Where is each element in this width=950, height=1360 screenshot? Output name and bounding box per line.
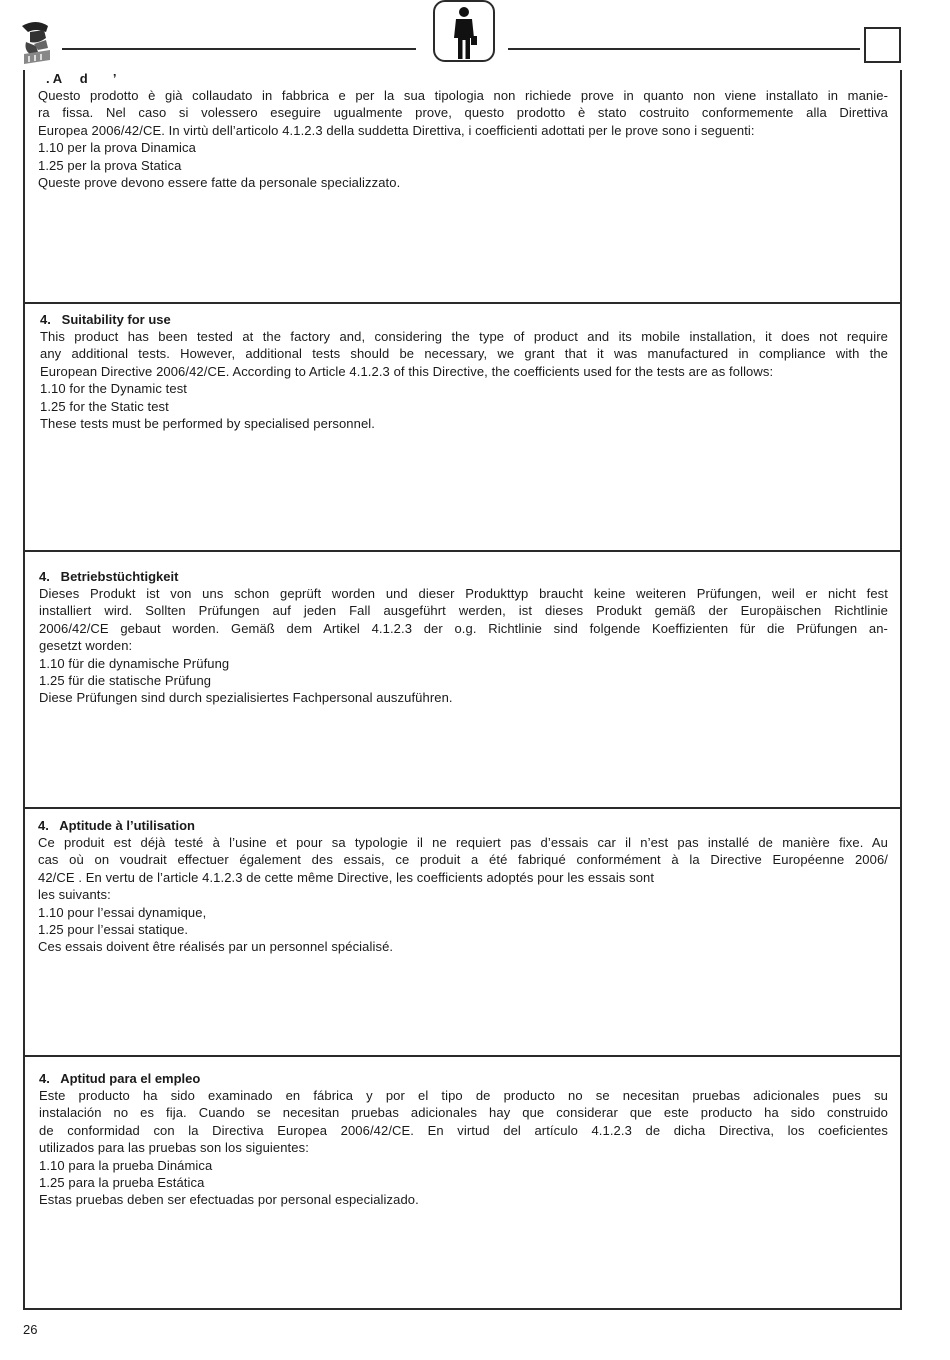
section-german [25, 550, 900, 807]
section-line: Diese Prüfungen sind durch spezialisiertes Fachpersonal auszuführen. [39, 690, 453, 706]
section-line: 1.25 for the Static test [40, 398, 169, 414]
section-line: gesetzt worden: [39, 638, 133, 654]
section-line: 1.25 pour l’essai statique. [38, 922, 189, 938]
section-line: This product has been tested at the factory and, considering the type of product and its mobile installation, it does not require [40, 329, 888, 344]
operator-person-icon [452, 6, 478, 60]
brand-logo-icon [16, 20, 58, 66]
section-line: ra fissa. Nel caso si volessero eseguire ugualmente prove, questo prodotto è stato costruito conformemente alla Direttiva [38, 105, 888, 121]
section-french [25, 807, 900, 1055]
section-line: any additional tests. However, additional tests should be necessary, we grant that it was manufactured in compliance with the [40, 346, 888, 362]
corner-box [864, 27, 901, 63]
section-line: 42/CE . En vertu de l’article 4.1.2.3 de cette même Directive, les coefficients adoptés pour les essais sont [38, 869, 655, 885]
section-line: Questo prodotto è già collaudato in fabbrica e per la sua tipologia non richiede prove in quanto non viene installato in manie- [38, 88, 888, 103]
section-line: Estas pruebas deben ser efectuadas por personal especializado. [39, 1192, 419, 1208]
header-rule-left [62, 48, 416, 50]
section-line: installiert wird. Sollten Prüfungen auf jeden Fall ausgeführt werden, ist dieses Produkt gemäß der Europäischen Richtlinie [39, 603, 888, 619]
page-header [0, 0, 950, 70]
section-line: 1.10 para la prueba Dinámica [39, 1157, 213, 1173]
section-line: utilizados para las pruebas son los siguientes: [39, 1140, 309, 1156]
section-title: 4. Suitability for use [40, 312, 171, 327]
header-rule-right [508, 48, 860, 50]
section-line: de conformidad con la Directiva Europea 2006/42/CE. En virtud del artículo 4.1.2.3 de dicha Directiva, los coeficientes [39, 1122, 888, 1138]
section-title: 4. Aptitude à l’utilisation [38, 818, 195, 833]
section-title: 4. Aptitud para el empleo [39, 1071, 201, 1086]
section-line: 1.10 for the Dynamic test [40, 381, 188, 397]
section-line: cas où on voudrait effectuer également des essais, ce produit a été fabriqué conformément à la Directive Européenne 2006/ [38, 852, 888, 868]
section-line: 1.25 für die statische Prüfung [39, 673, 212, 689]
section-line: 1.10 per la prova Dinamica [38, 140, 196, 156]
section-line: Dieses Produkt ist von uns schon geprüft worden und dieser Produkttyp braucht keine weiteren Prüfungen, weil er nicht fest [39, 586, 888, 601]
section-title: . A d ’ [46, 71, 117, 86]
section-line: les suivants: [38, 887, 111, 903]
content-frame [23, 70, 902, 1310]
section-line: Ces essais doivent être réalisés par un personnel spécialisé. [38, 939, 394, 955]
section-line: instalación no es fija. Cuando se necesitan pruebas adicionales hay que considerar que este producto ha sido construido [39, 1105, 888, 1121]
section-spanish [25, 1055, 900, 1308]
section-line: 1.25 per la prova Statica [38, 157, 182, 173]
section-english [25, 302, 900, 550]
section-line: 1.25 para la prueba Estática [39, 1175, 205, 1191]
section-line: European Directive 2006/42/CE. According to Article 4.1.2.3 of this Directive, the coefficients used for the tests are as follows: [40, 363, 774, 379]
section-line: Ce produit est déjà testé à l’usine et pour sa typologie il ne requiert pas d’essais car il n’est pas installé de manière fixe. Au [38, 835, 888, 850]
section-line: These tests must be performed by specialised personnel. [40, 416, 375, 432]
section-italian [25, 70, 900, 302]
section-title: 4. Betriebstüchtigkeit [39, 569, 179, 584]
operator-badge [433, 0, 495, 62]
page-number: 26 [23, 1322, 38, 1337]
section-line: 2006/42/CE gebaut worden. Gemäß dem Artikel 4.1.2.3 der o.g. Richtlinie sind folgende Koeffizienten für die Prüfungen an- [39, 620, 888, 636]
section-line: Europea 2006/42/CE. In virtù dell’articolo 4.1.2.3 della suddetta Direttiva, i coefficienti adottati per le prove sono i seguenti: [38, 122, 755, 138]
section-line: 1.10 pour l’essai dynamique, [38, 904, 207, 920]
section-line: 1.10 für die dynamische Prüfung [39, 655, 230, 671]
section-line: Este producto ha sido examinado en fábrica y por el tipo de producto no se necesitan pruebas adicionales pues su [39, 1088, 888, 1103]
section-line: Queste prove devono essere fatte da personale specializzato. [38, 175, 401, 191]
